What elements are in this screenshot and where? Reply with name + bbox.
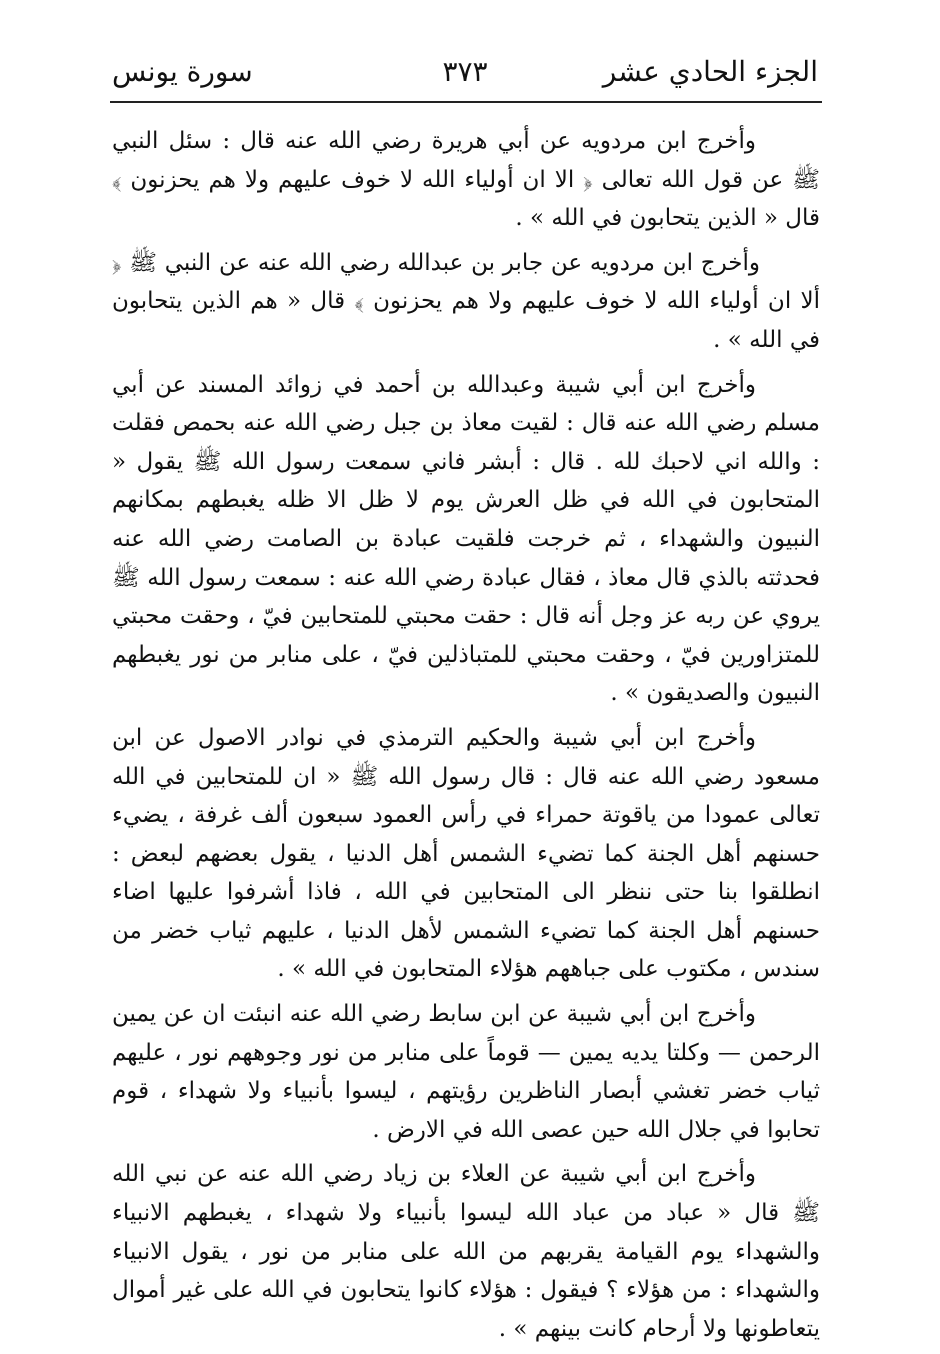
page-number: ٣٧٣ xyxy=(442,55,488,88)
juz-title: الجزء الحادي عشر xyxy=(602,55,818,88)
paragraph xyxy=(112,122,820,238)
running-header xyxy=(112,52,818,102)
paragraph-text: وأخرج ابن أبي شيبة عن العلاء بن زياد رضي الله عنه عن نبي الله ﷺ قال « عباد من عباد الله ليسوا بأنبياء ولا شهداء ، يغبطهم الانبياء والشهداء يوم القيامة يقربهم من الله على منابر من نور ، يقول الانبياء والشهداء : من هؤلاء ؟ فيقول : هؤلاء كانوا يتحابون في الله على غير أموال يتعاطونها ولا أرحام كانت بينهم » . xyxy=(112,1161,820,1342)
paragraph-text: وأخرج ابن مردويه عن جابر بن عبدالله رضي الله عنه عن النبي ﷺ ﴿ ألا ان أولياء الله لا خوف عليهم ولا هم يحزنون ﴾ قال « هم الذين يتحابون في الله » . xyxy=(112,249,820,353)
paragraph-text: وأخرج ابن أبي شيبة عن ابن سابط رضي الله عنه انبئت ان عن يمين الرحمن — وكلتا يديه يمين — قوماً على منابر من نور وجوههم نور ، عليهم ثياب خضر تغشي أبصار الناظرين رؤيتهم ، ليسوا بأنبياء ولا شهداء ، قوم تحابوا في جلال الله حين عصى الله في الارض . xyxy=(112,1001,820,1143)
paragraph xyxy=(112,719,820,989)
main-text xyxy=(112,122,820,1354)
paragraph xyxy=(112,1155,820,1348)
paragraph xyxy=(112,244,820,360)
paragraph xyxy=(112,995,820,1149)
paragraph-text: وأخرج ابن أبي شيبة والحكيم الترمذي في نوادر الاصول عن ابن مسعود رضي الله عنه قال : قال رسول الله ﷺ « ان للمتحابين في الله تعالى عمودا من ياقوتة حمراء في رأس العمود سبعون ألف غرفة ، يضيء حسنهم أهل الجنة كما تضيء الشمس أهل الدنيا ، يقول بعضهم لبعض : انطلقوا بنا حتى ننظر الى المتحابين في الله ، فاذا أشرفوا عليها اضاء حسنهم أهل الجنة كما تضيء الشمس لأهل الدنيا ، عليهم ثياب خضر من سندس ، مكتوب على جباههم هؤلاء المتحابون في الله » . xyxy=(112,724,820,983)
paragraph-text: وأخرج ابن مردويه عن أبي هريرة رضي الله عنه قال : سئل النبي ﷺ عن قول الله تعالى ﴿ الا ان أولياء الله لا خوف عليهم ولا هم يحزنون ﴾ قال « الذين يتحابون في الله » . xyxy=(112,128,820,232)
header-divider xyxy=(110,101,822,103)
paragraph-text: وأخرج ابن أبي شيبة وعبدالله بن أحمد في زوائد المسند عن أبي مسلم رضي الله عنه قال : لقيت معاذ بن جبل رضي الله عنه بحمص فقلت : والله اني لاحبك لله . قال : أبشر فاني سمعت رسول الله ﷺ يقول « المتحابون في الله في ظل العرش يوم لا ظل الا ظله يغبطهم بمكانهم النبيون والشهداء ، ثم خرجت فلقيت عبادة بن الصامت رضي الله عنه فحدثته بالذي قال معاذ ، فقال عبادة رضي الله عنه : سمعت رسول الله ﷺ يروي عن ربه عز وجل أنه قال : حقت محبتي للمتحابين فيّ ، وحقت محبتي للمتزاورين فيّ ، وحقت محبتي للمتباذلين فيّ ، على منابر من نور يغبطهم النبيون والصديقون » . xyxy=(112,371,820,707)
paragraph xyxy=(112,366,820,713)
surah-title: سورة يونس xyxy=(112,55,253,88)
